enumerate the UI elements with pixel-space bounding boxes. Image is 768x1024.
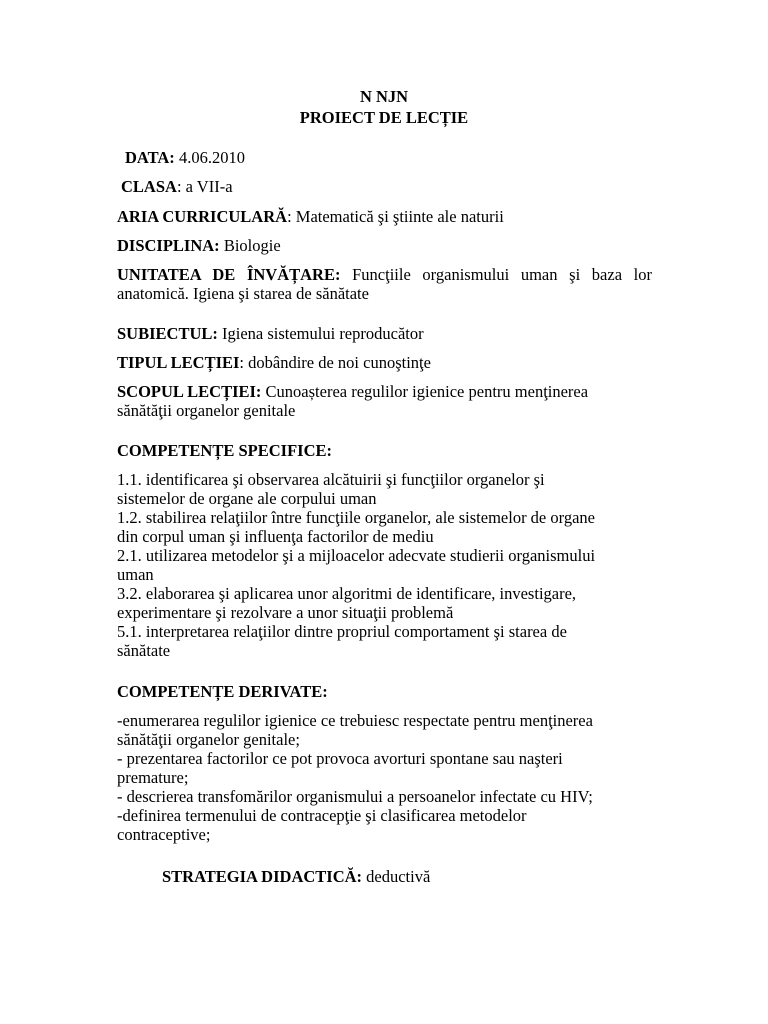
header-line-1: N NJN [359, 87, 409, 106]
field-clasa [121, 177, 656, 196]
field-aria-value: : Matematică şi ştiinte ale naturii [287, 207, 504, 226]
list-item: din corpul uman şi influenţa factorilor de mediu [117, 527, 434, 546]
list-item: 1.2. stabilirea relaţiilor între funcţiile organelor, ale sistemelor de organe [117, 508, 595, 527]
list-item: - prezentarea factorilor ce pot provoca avorturi spontane sau naşteri [117, 749, 563, 768]
list-item: sănătăţii organelor genitale; [117, 730, 300, 749]
competente-derivate-list [117, 711, 652, 844]
document-title: PROIECT DE LECȚIE [299, 108, 469, 127]
list-item: 5.1. interpretarea relaţiilor dintre propriul comportament şi starea de [117, 622, 567, 641]
field-strategia-label: STRATEGIA DIDACTICĂ: [162, 867, 363, 886]
field-disciplina [117, 236, 652, 255]
field-unitatea-label: UNITATEA DE ÎNVĂȚARE: [117, 265, 341, 284]
field-data [125, 148, 660, 167]
list-item: premature; [117, 768, 189, 787]
field-subiectul [117, 324, 652, 343]
competente-specifice-list [117, 470, 652, 660]
field-data-value: 4.06.2010 [174, 148, 245, 167]
field-scopul [117, 382, 637, 420]
list-item: experimentare şi rezolvare a unor situaţii problemă [117, 603, 454, 622]
field-unitatea [117, 265, 652, 303]
list-item: - descrierea transfomărilor organismului a persoanelor infectate cu HIV; [117, 787, 593, 806]
field-strategia-value: deductivă [362, 867, 431, 886]
field-clasa-label: CLASA [121, 177, 177, 196]
list-item: -definirea termenului de contracepţie şi clasificarea metodelor [117, 806, 527, 825]
competente-derivate-heading: COMPETENȚE DERIVATE: [117, 682, 328, 701]
field-tipul-label: TIPUL LECȚIEI [117, 353, 240, 372]
list-item: contraceptive; [117, 825, 211, 844]
document-header [0, 86, 768, 128]
field-unitatea-value: Funcţiile organismului uman şi baza lor anatomică. Igiena şi starea de sănătate [117, 265, 652, 303]
field-tipul-value: : dobândire de noi cunoştinţe [239, 353, 431, 372]
list-item: 2.1. utilizarea metodelor şi a mijloacelor adecvate studierii organismului [117, 546, 596, 565]
field-strategia [162, 867, 697, 886]
field-disciplina-label: DISCIPLINA: [117, 236, 220, 255]
list-item: 1.1. identificarea şi observarea alcătuirii şi funcţiilor organelor şi [117, 470, 545, 489]
field-subiectul-value: Igiena sistemului reproducător [217, 324, 424, 343]
list-item: sistemelor de organe ale corpului uman [117, 489, 377, 508]
list-item: uman [117, 565, 154, 584]
field-aria-label: ARIA CURRICULARĂ [117, 207, 288, 226]
field-scopul-label: SCOPUL LECȚIEI: [117, 382, 262, 401]
competente-specifice-heading: COMPETENȚE SPECIFICE: [117, 441, 332, 460]
list-item: -enumerarea regulilor igienice ce trebuiesc respectate pentru menţinerea [117, 711, 593, 730]
list-item: 3.2. elaborarea şi aplicarea unor algoritmi de identificare, investigare, [117, 584, 577, 603]
field-clasa-value: : a VII-a [176, 177, 233, 196]
field-aria [117, 207, 652, 226]
field-subiectul-label: SUBIECTUL: [117, 324, 218, 343]
field-data-label: DATA: [125, 148, 175, 167]
field-tipul [117, 353, 652, 372]
list-item: sănătate [117, 641, 171, 660]
field-disciplina-value: Biologie [219, 236, 281, 255]
field-scopul-value: Cunoașterea regulilor igienice pentru menţinerea sănătăţii organelor genitale [117, 382, 589, 420]
